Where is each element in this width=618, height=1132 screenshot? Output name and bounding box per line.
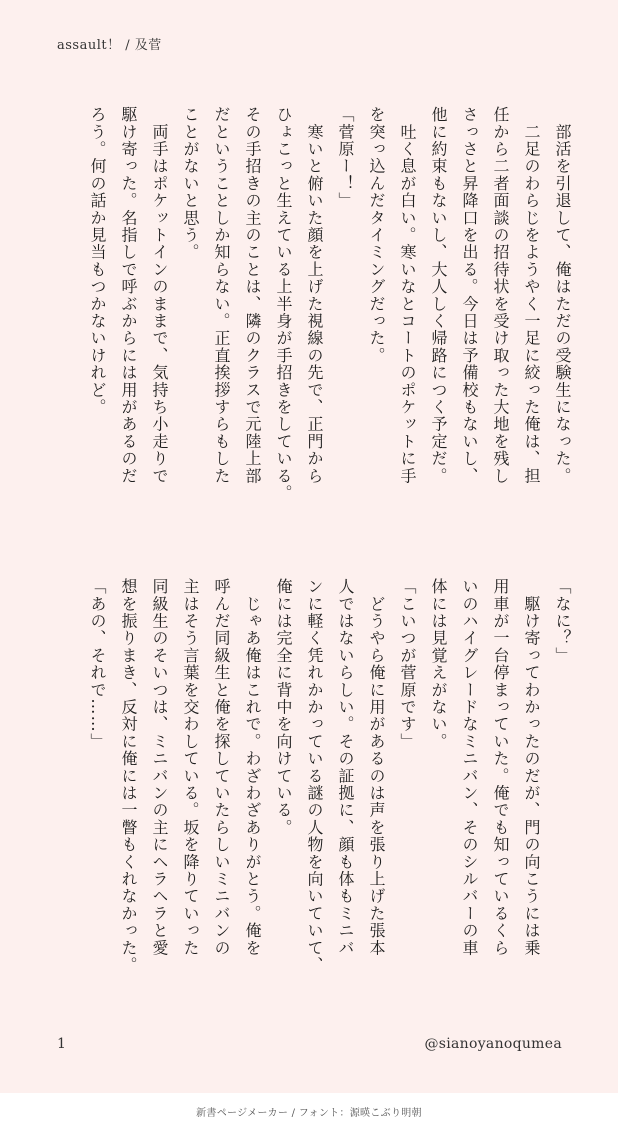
text-line: 駆け寄った。名指しで呼ぶからには用があるのだ	[119, 106, 138, 485]
text-line: 用車が一台停まっていた。俺でも知っているくら	[491, 578, 510, 957]
text-line: 任から二者面談の招待状を受け取った大地を残し	[491, 106, 510, 485]
text-column-bottom	[82, 578, 578, 1008]
text-line: 二足のわらじをようやく一足に絞った俺は、担	[522, 106, 541, 485]
text-line: 人ではないらしい。その証拠に、顔も体もミニバ	[336, 578, 355, 957]
text-line: 主はそう言葉を交わしている。坂を降りていった	[181, 578, 200, 957]
text-line: 俺には完全に背中を向けている。	[274, 578, 293, 836]
text-line: どうやら俺に用があるのは声を張り上げた張本	[367, 578, 386, 957]
text-line: 同級生のそいつは、ミニバンの主にヘラヘラと愛	[150, 578, 169, 957]
text-line: を突っ込んだタイミングだった。	[367, 106, 386, 364]
text-line: 寒いと俯いた顔を上げた視線の先で、正門から	[305, 106, 324, 485]
text-line: 呼んだ同級生と俺を探していたらしいミニバンの	[212, 578, 231, 957]
text-column-top	[82, 106, 578, 526]
text-line: さっさと昇降口を出る。今日は予備校もないし、	[460, 106, 479, 485]
text-line: 体には見覚えがない。	[429, 578, 448, 750]
text-line: 吐く息が白い。寒いなとコートのポケットに手	[398, 106, 417, 485]
text-line: 両手はポケットインのままで、気持ち小走りで	[150, 106, 169, 485]
text-line: 「あの、それで……」	[88, 578, 107, 750]
text-line: 他に約束もないし、大人しく帰路につく予定だ。	[429, 106, 448, 485]
text-line: いのハイグレードなミニバン、そのシルバーの車	[460, 578, 479, 957]
text-line: じゃあ俺はこれで。わざわざありがとう。俺を	[243, 578, 262, 957]
text-line: だということしか知らない。正直挨拶すらもした	[212, 106, 231, 485]
author-handle: @sianoyanoqumea	[424, 1036, 562, 1052]
text-line: 駆け寄ってわかったのだが、門の向こうには乗	[522, 578, 541, 957]
text-line: ひょこっと生えている上半身が手招きをしている。	[274, 106, 293, 502]
text-line: 想を振りまき、反対に俺には一瞥もくれなかった。	[119, 578, 138, 974]
page-header-title: assault！ / 及菅	[57, 38, 162, 53]
text-line: ろう。何の話か見当もつかないけれど。	[88, 106, 107, 416]
text-line: 「菅原ー！」	[336, 106, 355, 210]
text-line: ンに軽く凭れかかっている謎の人物を向いていて、	[305, 578, 324, 974]
text-line: ことがないと思う。	[181, 106, 200, 261]
text-line: 部活を引退して、俺はただの受験生になった。	[553, 106, 572, 485]
page-number: 1	[57, 1036, 66, 1052]
text-line: 「なに？」	[553, 578, 572, 664]
generator-credit: 新書ページメーカー / フォント：源暎こぶり明朝	[196, 1108, 422, 1119]
text-line: その手招きの主のことは、隣のクラスで元陸上部	[243, 106, 262, 485]
text-line: 「こいつが菅原です」	[398, 578, 417, 750]
